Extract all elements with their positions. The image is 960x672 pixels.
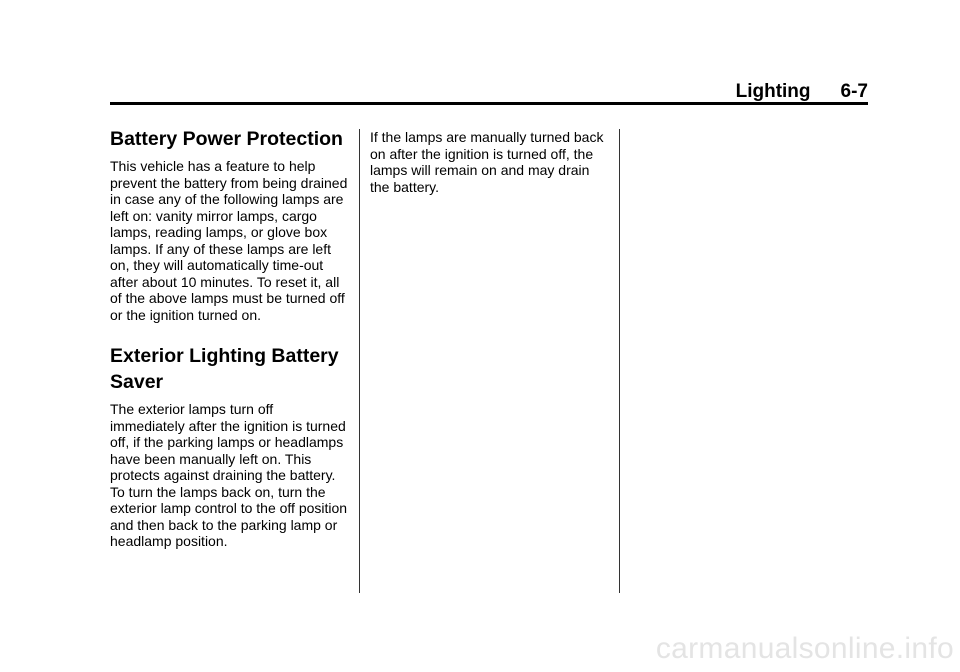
body-exterior-lighting-battery-saver: The exterior lamps turn off immediately after the ignition is turned off, if the parking lamps or headlamps have been manually left on. This protects against draining the battery. To turn the lamps back on, turn the exterior lamp control to the off position and then back to the parking lamp or headlamp position. <box>110 401 348 549</box>
header-rule <box>110 102 868 105</box>
header-text <box>736 80 868 104</box>
column-divider-1 <box>359 129 360 593</box>
column-2 <box>370 129 610 195</box>
heading-exterior-lighting-battery-saver: Exterior Lighting Battery Saver <box>110 345 339 393</box>
body-manual-lamps-note: If the lamps are manually turned back on after the ignition is turned off, the lamps will remain on and may drain the battery. <box>370 129 604 195</box>
column-1 <box>110 126 350 550</box>
site-watermark: carmanualsonline.info <box>655 632 954 665</box>
header-section-title: Lighting <box>735 81 811 102</box>
heading-battery-power-protection: Battery Power Protection <box>110 128 343 150</box>
column-divider-2 <box>619 129 620 593</box>
page-header <box>110 80 868 104</box>
body-battery-power-protection: This vehicle has a feature to help prevent the battery from being drained in case any of the following lamps are left on: vanity mirror lamps, cargo lamps, reading lamps, or glove box lamps. If any of these lamps are left on, they will automatically time-out after about 10 minutes. To reset it, all of the above lamps must be turned off or the ignition turned on. <box>110 158 348 323</box>
header-page-number: 6-7 <box>840 81 868 102</box>
